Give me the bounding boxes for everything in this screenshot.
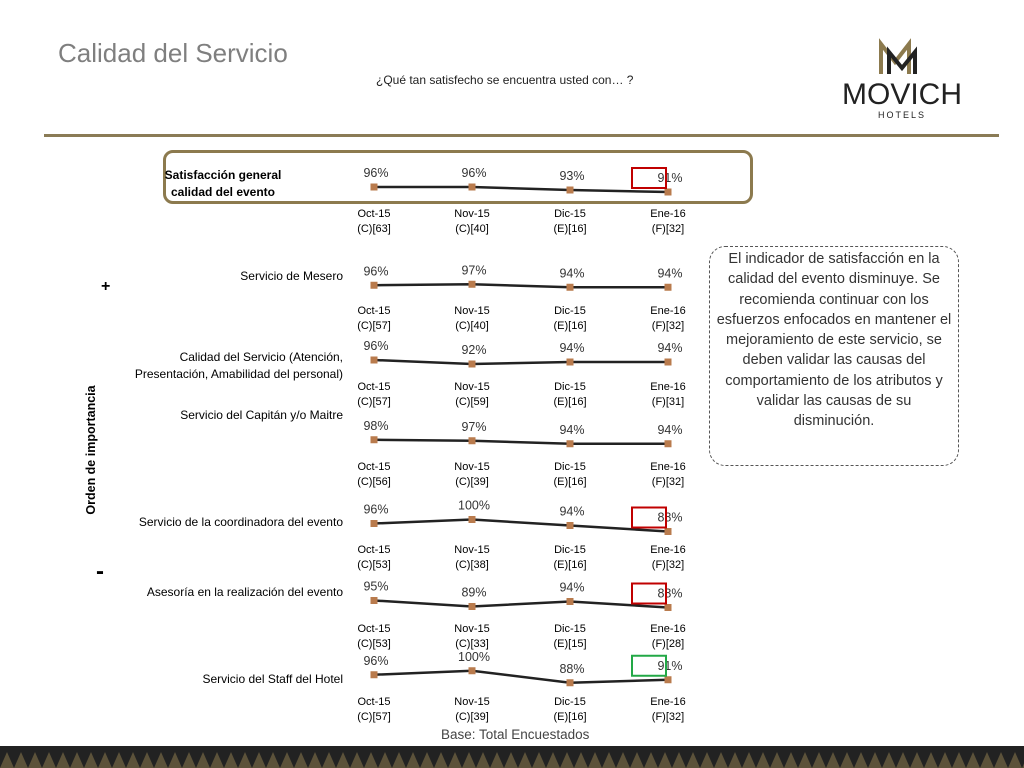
data-point [567,284,574,291]
period-label: Nov-15 [454,544,490,556]
series-label-line: Satisfacción general [164,168,282,182]
period-label: Nov-15 [454,623,490,635]
period-label: Dic-15 [554,208,586,220]
base-label: (C)[40] [455,223,489,235]
data-point [371,671,378,678]
data-label: 91% [657,658,683,673]
data-point [567,598,574,605]
base-label: (F)[32] [651,223,685,235]
period-label: Nov-15 [454,461,490,473]
data-label: 98% [363,418,389,433]
series-label-line: Calidad del Servicio (Atención, [179,350,343,364]
data-label: 96% [363,264,389,279]
period-label: Nov-15 [454,208,490,220]
data-label: 88% [657,586,683,601]
period-label: Dic-15 [554,623,586,635]
data-label: 96% [363,502,389,517]
period-label: Oct-15 [357,623,391,635]
survey-question: ¿Qué tan satisfecho se encuentra usted con… ? [376,73,634,87]
series-label-line: Presentación, Amabilidad del personal) [134,367,343,381]
period-label: Oct-15 [357,544,391,556]
data-label: 96% [461,166,487,180]
period-label: Oct-15 [357,208,391,220]
data-point [567,440,574,447]
base-label: (E)[16] [553,559,587,571]
brand-sub: HOTELS [877,110,927,120]
base-label: (C)[39] [455,476,489,488]
series-line [374,440,668,444]
series-line [374,601,668,608]
data-point [665,604,672,611]
data-point [371,357,378,364]
base-label: (F)[31] [651,396,685,408]
series-line [374,187,668,192]
base-label: (C)[39] [455,711,489,723]
base-label: (E)[15] [553,638,587,650]
data-label: 95% [363,579,389,594]
base-label: (E)[16] [553,396,587,408]
period-label: Dic-15 [554,461,586,473]
axis-minus: - [96,558,104,585]
data-point [665,284,672,291]
data-point [665,189,672,196]
period-label: Ene-16 [650,696,686,708]
data-label: 96% [363,166,389,180]
data-point [469,667,476,674]
data-label: 97% [461,263,487,278]
base-label: (C)[57] [357,711,391,723]
period-label: Ene-16 [650,544,686,556]
data-point [469,361,476,368]
base-label: (C)[56] [357,476,391,488]
data-label: 89% [461,585,487,600]
base-label: (C)[38] [455,559,489,571]
series-label-line: Servicio del Capitán y/o Maitre [180,408,343,422]
period-label: Nov-15 [454,381,490,393]
data-label: 94% [657,422,683,437]
data-point [665,528,672,535]
data-point [665,676,672,683]
data-point [469,184,476,191]
data-point [371,184,378,191]
period-label: Ene-16 [650,305,686,317]
base-label: (C)[57] [357,320,391,332]
data-label: 93% [559,169,585,183]
data-point [567,187,574,194]
period-label: Ene-16 [650,381,686,393]
data-label: 100% [458,498,490,513]
decorative-footer-band [0,746,1024,768]
period-label: Dic-15 [554,305,586,317]
series-label-line: Servicio de Mesero [240,269,343,283]
base-label: (F)[32] [651,476,685,488]
page-title: Calidad del Servicio [58,38,288,68]
data-point [665,440,672,447]
data-point [469,603,476,610]
base-label: (C)[53] [357,638,391,650]
period-label: Oct-15 [357,696,391,708]
series-label-line: Asesoría en la realización del evento [146,585,343,599]
data-point [665,359,672,366]
series-line [374,671,668,683]
axis-plus: + [101,278,111,295]
base-label: (F)[32] [651,711,685,723]
series-line [374,284,668,287]
data-label: 94% [657,266,683,281]
period-label: Nov-15 [454,305,490,317]
data-label: 100% [458,649,490,664]
insight-callout: El indicador de satisfacción en la calidad del evento disminuye. Se recomienda continuar con los esfuerzos enfocados en mantener el mejoramiento de este servicio, se deben validar las causas del comportamiento de los atributos y validar las causas de su disminución. [709,246,959,466]
data-label: 96% [363,653,389,668]
data-label: 92% [461,343,487,357]
base-label: (C)[59] [455,396,489,408]
period-label: Nov-15 [454,696,490,708]
data-label: 88% [657,510,683,525]
period-label: Oct-15 [357,305,391,317]
base-label: (E)[16] [553,711,587,723]
data-label: 94% [559,422,585,437]
data-label: 88% [559,661,585,676]
period-label: Ene-16 [650,208,686,220]
base-note: Base: Total Encuestados [441,727,590,742]
series-label-line: calidad del evento [170,185,276,199]
base-label: (C)[57] [357,396,391,408]
data-point [567,522,574,529]
data-label: 96% [363,339,389,353]
base-label: (E)[16] [553,223,587,235]
data-point [371,597,378,604]
base-label: (C)[63] [357,223,391,235]
base-label: (E)[16] [553,476,587,488]
data-point [469,516,476,523]
data-point [371,520,378,527]
data-point [469,437,476,444]
data-label: 94% [657,341,683,355]
data-label: 94% [559,504,585,519]
base-label: (C)[40] [455,320,489,332]
period-label: Ene-16 [650,623,686,635]
data-label: 97% [461,419,487,434]
data-label: 91% [657,171,683,185]
data-label: 94% [559,266,585,281]
data-label: 94% [559,580,585,595]
base-label: (F)[32] [651,320,685,332]
series-line [374,520,668,532]
data-point [567,359,574,366]
data-point [371,282,378,289]
base-label: (E)[16] [553,320,587,332]
series-label-line: Servicio de la coordinadora del evento [138,515,343,529]
period-label: Oct-15 [357,461,391,473]
data-point [371,436,378,443]
period-label: Dic-15 [554,544,586,556]
base-label: (F)[32] [651,559,685,571]
series-label-line: Servicio del Staff del Hotel [202,672,343,686]
series-line [374,360,668,364]
base-label: (C)[53] [357,559,391,571]
base-label: (C)[33] [455,638,489,650]
brand-name: MOVICH [842,78,962,111]
data-label: 94% [559,341,585,355]
period-label: Oct-15 [357,381,391,393]
period-label: Ene-16 [650,461,686,473]
data-point [567,679,574,686]
period-label: Dic-15 [554,381,586,393]
period-label: Dic-15 [554,696,586,708]
axis-title: Orden de importancia [84,385,98,515]
data-point [469,281,476,288]
base-label: (F)[28] [651,638,685,650]
